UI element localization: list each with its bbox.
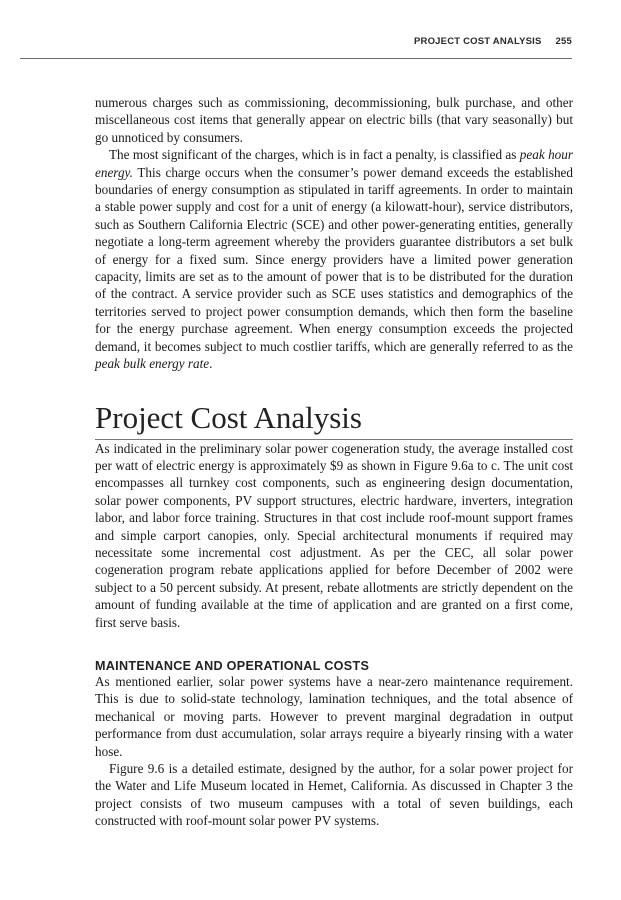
text-run: The most significant of the charges, which is in fact a penalty, is classified as: [109, 147, 520, 163]
term-peak-hour-energy: peak hour energy.: [95, 147, 573, 180]
paragraph-maintenance: As mentioned earlier, solar power systems have a near-zero maintenance requirement. This is due to solid-state technology, lamination techniques, and the total absence of mechanical or moving parts. However to prevent marginal degradation in output performance from dust accumulation, solar arrays require a biyearly rinsing with a water hose.: [95, 673, 573, 759]
running-title: PROJECT COST ANALYSIS: [414, 36, 542, 47]
paragraph-peak-hour-energy: [95, 146, 573, 372]
paragraph-continuation: numerous charges such as commissioning, decommissioning, bulk purchase, and other miscellaneous cost items that generally appear on electric bills (that vary seasonally) but go unnoticed by consumers.: [95, 95, 573, 145]
paragraph-figure-reference: Figure 9.6 is a detailed estimate, designed by the author, for a solar power project for the Water and Life Museum located in Hemet, California. As discussed in Chapter 3 the project consists of two museum campuses with a total of seven buildings, each constructed with roof-mount solar power PV systems.: [95, 761, 573, 829]
subsection-heading: MAINTENANCE AND OPERATIONAL COSTS: [95, 658, 370, 673]
page-body: [95, 94, 573, 830]
text-run: This charge occurs when the consumer’s power demand exceeds the established boundaries of energy consumption as stipulated in tariff agreements. In order to maintain a stable power supply and cost for a unit of energy (a kilowatt-hour), service distributors, such as Southern California Electric (SCE) and other power-generating entities, generally negotiate a long-term agreement whereby the providers guarantee distributors a set bulk of energy for a fixed sum. Since energy providers have a limited power generation capacity, limits are set as to the amount of power that is to be distributed for the duration of the contract. A service provider such as SCE uses statistics and demographics of the territories served to project power consumption demands, which then form the baseline for the energy purchase agreement. When energy consumption exceeds the projected demand, it becomes subject to much costlier tariffs, which are generally referred to as the: [95, 164, 573, 354]
running-header: [20, 36, 572, 59]
text-run: .: [209, 356, 213, 372]
section-heading: Project Cost Analysis: [95, 400, 573, 440]
page-number: 255: [555, 36, 572, 47]
paragraph-cost-analysis: As indicated in the preliminary solar power cogeneration study, the average installed cost per watt of electric energy is approximately $9 as shown in Figure 9.6a to c. The unit cost encompasses all turnkey cost components, such as engineering design documentation, solar power components, PV support structures, electric hardware, inverters, integration labor, and labor force training. Structures in that cost include roof-mount support frames and simple carport canopies, only. Special architectural monuments if required may necessitate some incremental cost adjustment. As per the CEC, all solar power cogeneration program rebate applications applied for before December of 2002 were subject to a 50 percent subsidy. At present, rebate allotments are strictly dependent on the amount of funding available at the time of application and are granted on a first come, first serve basis.: [95, 440, 573, 630]
term-peak-bulk-energy-rate: peak bulk energy rate: [95, 356, 210, 372]
